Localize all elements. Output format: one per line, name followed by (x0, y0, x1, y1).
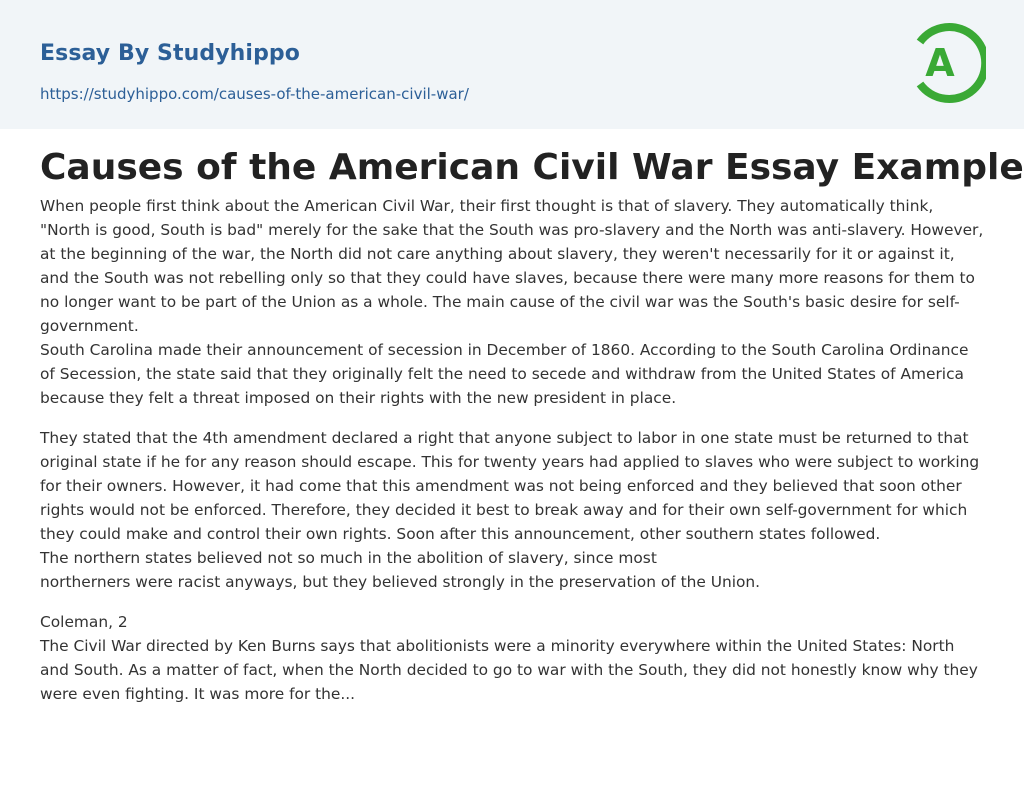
paragraph: northerners were racist anyways, but they believed strongly in the preservation of the Union. (40, 573, 761, 591)
citation: Coleman, 2 (40, 613, 128, 631)
article-title: Causes of the American Civil War Essay Example (40, 147, 1024, 188)
paragraph: South Carolina made their announcement of secession in December of 1860. According to the South Carolina Ordinance of Secession, the state said that they originally felt the need to secede and withdraw from the United States of America because they felt a threat imposed on their rights with the new president in place. (40, 341, 969, 407)
paragraph: When people first think about the American Civil War, their first thought is that of slavery. They automatically think, "North is good, South is bad" merely for the sake that the South was pro-slavery and the North was anti-slavery. However, at the beginning of the war, the North did not care anything about slavery, they weren't necessarily for it or against it, and the South was not rebelling only so that they could have slaves, because there were many more reasons for them to no longer want to be part of the Union as a whole. The main cause of the civil war was the South's basic desire for self-government. (40, 197, 984, 335)
logo-letter: A (925, 41, 955, 85)
page-url-link[interactable]: https://studyhippo.com/causes-of-the-american-civil-war/ (40, 85, 469, 103)
article-body (40, 194, 988, 706)
paragraph: They stated that the 4th amendment declared a right that anyone subject to labor in one state must be returned to that original state if he for any reason should escape. This for twenty years had applied to slaves who were subject to working for their owners. However, it had come that this amendment was not being enforced and they believed that soon other rights would not be enforced. Therefore, they decided it best to break away and for their own self-government for which they could make and control their own rights. Soon after this announcement, other southern states followed. (40, 429, 980, 543)
site-brand[interactable]: Essay By Studyhippo (40, 41, 300, 66)
paragraph: The Civil War directed by Ken Burns says that abolitionists were a minority everywhere within the United States: North and South. As a matter of fact, when the North decided to go to war with the South, they did not honestly know why they were even fighting. It was more for the... (40, 637, 978, 703)
paragraph: The northern states believed not so much in the abolition of slavery, since most (40, 549, 657, 567)
